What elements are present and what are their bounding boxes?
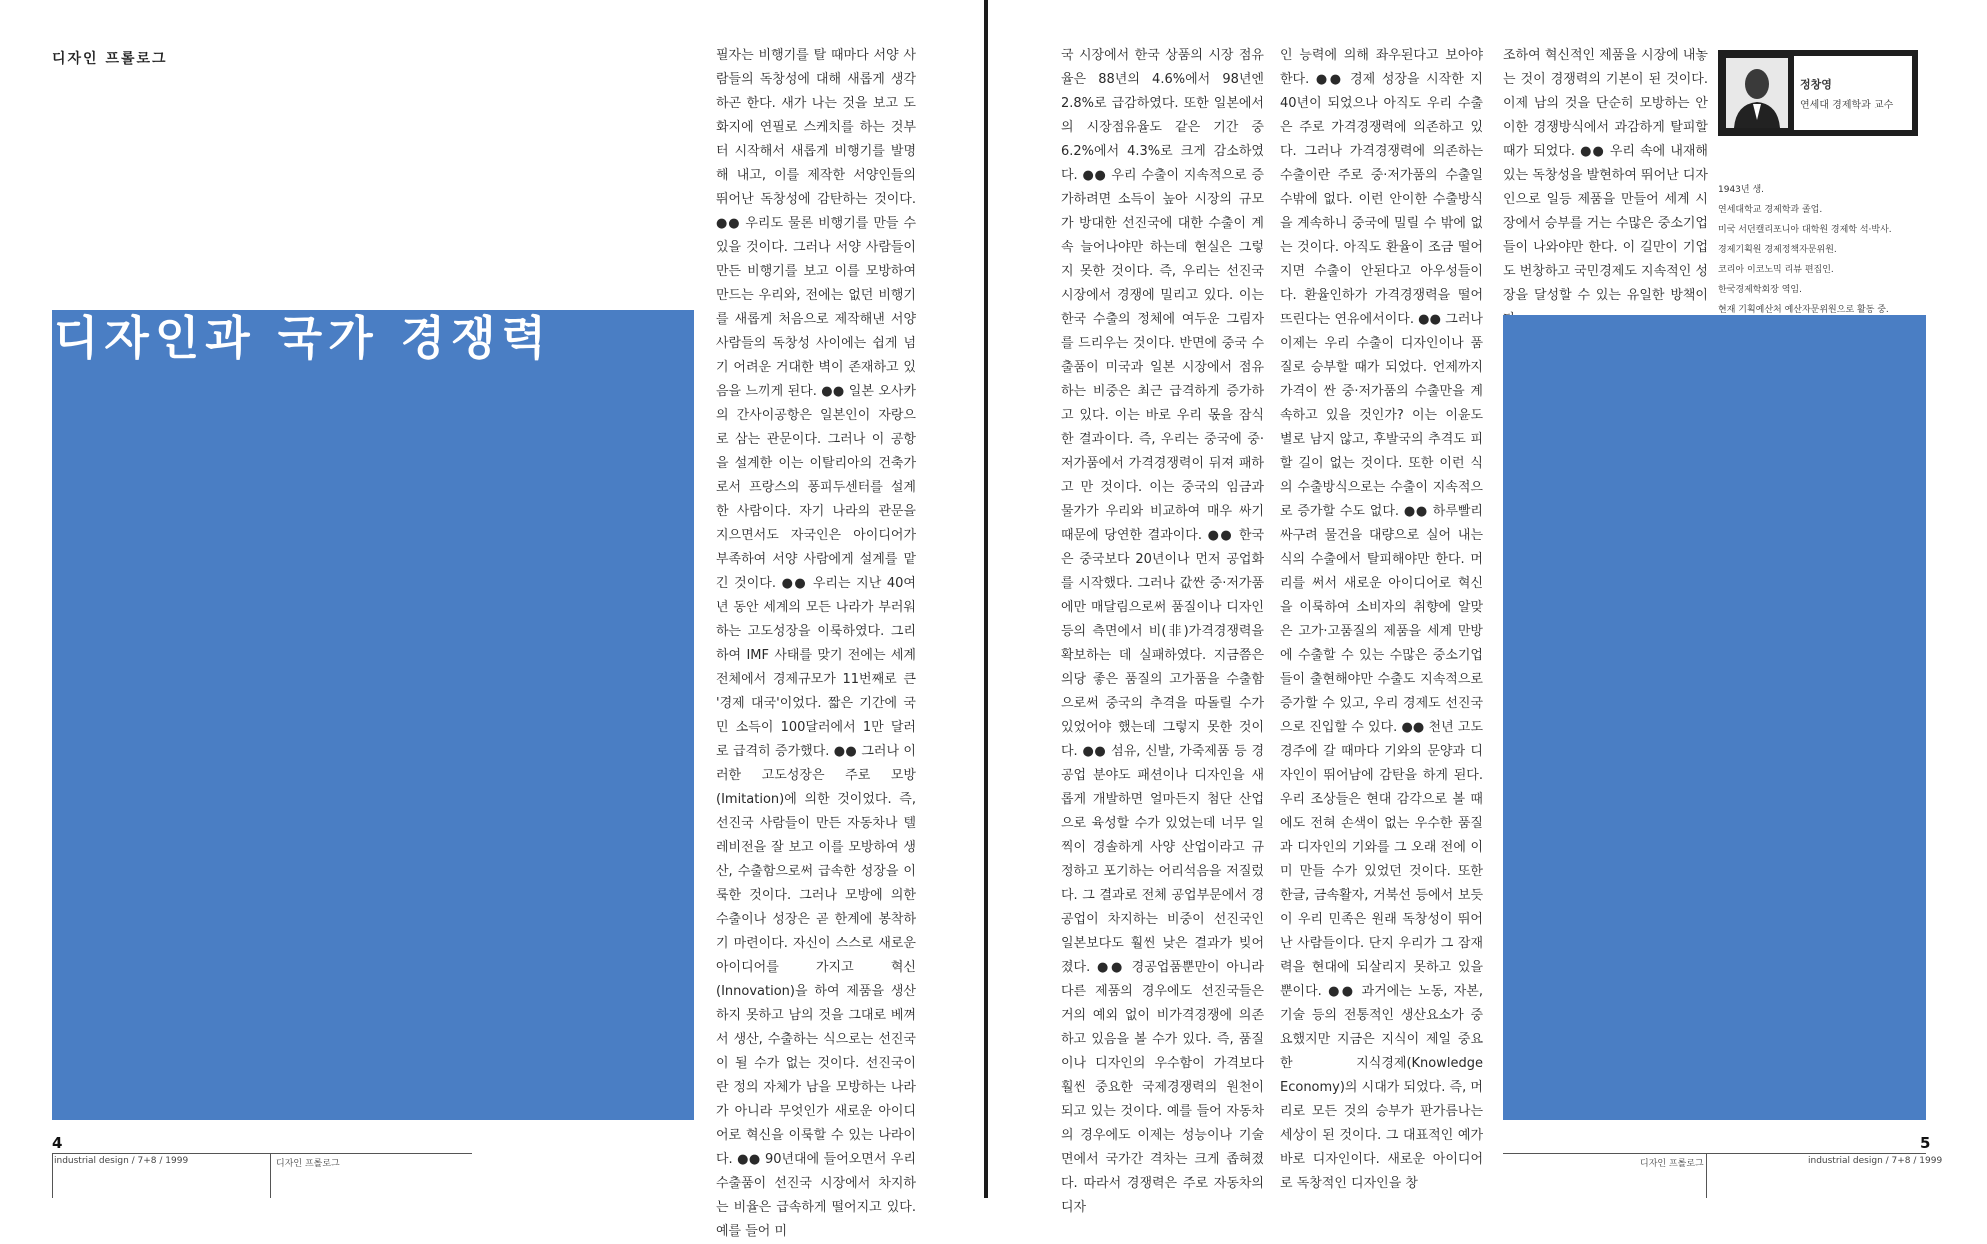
body-column-3	[1280, 44, 1483, 1191]
author-name: 정창영	[1800, 78, 1832, 91]
footer-rule-right	[1503, 1153, 1926, 1154]
body-column-1	[716, 44, 916, 1239]
bio-line: 코리아 이코노믹 리뷰 편집인.	[1718, 265, 1834, 275]
bio-line: 1943년 생.	[1718, 185, 1765, 195]
left-blue-panel	[52, 310, 694, 1120]
author-portrait-icon	[1726, 58, 1788, 128]
section-label: 디자인 프롤로그	[52, 51, 168, 67]
footer-magazine-left: industrial design / 7+8 / 1999	[54, 1156, 189, 1166]
footer-magazine-right: industrial design / 7+8 / 1999	[1808, 1156, 1943, 1166]
footer-section-left: 디자인 프롤로그	[276, 1159, 340, 1169]
body-column-4	[1503, 44, 1708, 314]
bio-line: 한국경제학회장 역임.	[1718, 285, 1802, 295]
body-text-4: 조하여 혁신적인 제품을 시장에 내놓는 것이 경쟁력의 기본이 된 것이다. 이제 남의 것을 단순히 모방하는 안이한 경쟁방식에서 과감하게 탈피할 때가 되었다. ●● 우리 속에 내재해 있는 독창성을 발현하여 뛰어난 디자인으로 일등 제품을 만들어 세계 시장에서 승부를 거는 수많은 중소기업들이 나와야만 한다. 이 길만이 기업도 번창하고 국민경제도 지속적인 성장을 달성할 수 있는 유일한 방책이	[1503, 48, 1708, 303]
author-profile-box	[1718, 50, 1918, 136]
author-card	[1794, 56, 1912, 130]
bio-line: 연세대학교 경제학과 졸업.	[1718, 205, 1823, 215]
article-headline: 디자인과 국가 경쟁력	[54, 311, 552, 365]
author-title: 연세대 경제학과 교수	[1800, 100, 1894, 111]
bio-line: 경제기획원 경제정책자문위원.	[1718, 245, 1837, 255]
bio-line: 현재 기획예산처 예산자문위원으로 활동 중.	[1718, 305, 1889, 315]
footer-rule-left	[52, 1153, 472, 1154]
author-bio	[1718, 180, 1923, 320]
body-text-3: 인 능력에 의해 좌우된다고 보아야 한다. ●● 경제 성장을 시작한 지 40년이 되었으나 아직도 우리 수출은 주로 가격경쟁력에 의존하고 있다. 그러나 가격경쟁력에 의존하는 수출이란 주로 중·저가품의 수출일 수밖에 없다. 이런 안이한 수출방식을 계속하니 중국에 밀릴 수 밖에 없는 것이다. 아직도 환율이 조금 떨어지면 수출이 안된다고 아우성들이다. 환율인하가 가격경쟁력을 떨어뜨린다는 연유에서이다. ●● 그러나 이제는 우리 수출이 디자인이나 품질로 승부할 때가 되었다. 언제까지 가격이 싼 중·저가품의 수출만을 계속하고 있을 것인가? 이는 이윤도 별로 남지 않고, 후발국의 추격도 피할 길이 없는 것이다. 또한 이런 식의 수출방식으로는 수출이 지속적으로 증가할 수도 없다. ●● 하루빨리 싸구려 물건을 대량으로 실어 내는 식의 수출에서 탈피해야만 한다. 머리를 써서 새로운 아이디어로 혁신을 이룩하여 소비자의 취향에 알맞은 고가·고품질의 제품을 세계 만방에 수출할 수 있는 수많은 중소기업들이 출현해야만 수출도 지속적으로 증가할 수 있고, 우리 경제도 선진국으로 진입할 수 있다. ●● 천년 고도 경주에 갈 때마다 기와의 문양과 디자인이 뛰어남에 감탄을 하게 된다. 우리 조상들은 현대 감각으로 볼 때에도 전혀 손색이 없는 우수한 품질과 디자인의 기와를 그 오래 전에 이미 만들 수가 있었던 것이다. 또한 한글, 금속활자, 거북선 등에서 보듯이 우리 민족은 원래 독창성이 뛰어난 사람들이다. 단지 우리가 그 잠재력을 현대에 되살리지 못하고 있을 뿐이다. ●● 과거에는 노동, 자본, 기술 등의 전통적인 생산요소가 중요했지만 지금은 지식이 제일 중요한 지식경제(Knowledge Economy)의 시대가 되었다. 즉, 머리로 모든 것의 승부가 판가름나는 세상이 된 것이다. 그 대표적인 예가 바로 디자인이다. 새로운 아이디어로 독창적인 디자인을 창	[1280, 48, 1483, 1191]
footer-divider	[1706, 1153, 1707, 1198]
body-text-2: 국 시장에서 한국 상품의 시장 점유율은 88년의 4.6%에서 98년엔 2.8%로 급감하였다. 또한 일본에서의 시장점유율도 같은 기간 중 6.2%에서 4.3%로 크게 감소하였다. ●● 우리 수출이 지속적으로 증가하려면 소득이 높아 시장의 규모가 방대한 선진국에 대한 수출이 계속 늘어나야만 하는데 현실은 그렇지 못한 것이다. 즉, 우리는 선진국 시장에서 경쟁에 밀리고 있다. 이는 한국 수출의 정체에 여두운 그림자를 드리우는 것이다. 반면에 중국 수출품이 미국과 일본 시장에서 점유하는 비중은 최근 급격하게 증가하고 있다. 이는 바로 우리 몫을 잠식한 결과이다. 즉, 우리는 중국에 중·저가품에서 가격경쟁력이 뒤져 패하고 만 것이다. 이는 중국의 임금과 물가가 우리와 비교하여 매우 싸기 때문에 당연한 결과이다. ●● 한국은 중국보다 20년이나 먼저 공업화를 시작했다. 그러나 값싼 중·저가품에만 매달림으로써 품질이나 디자인 등의 측면에서 비(非)가격경쟁력을 확보하는 데 실패하였다. 지금쯤은 의당 좋은 품질의 고가품을 수출함으로써 중국의 추격을 따돌릴 수가 있었어야 했는데 그렇지 못한 것이다. ●● 섬유, 신발, 가죽제품 등 경공업 분야도 패션이나 디자인을 새롭게 개발하면 얼마든지 첨단 산업으로 육성할 수가 있었는데 너무 일찍이 경솔하게 사양 산업이라고 규정하고 포기하는 어리석음을 저질렀다. 그 결과로 전체 공업부문에서 경공업이 차지하는 비중이 선진국인 일본보다도 훨씬 낮은 결과가 빚어졌다. ●● 경공업품뿐만이 아니라 다른 제품의 경우에도 선진국들은 거의 예외 없이 비가격경쟁에 의존하고 있음을 볼 수가 있다. 즉, 품질이나 디자인의 우수함이 가격보다 훨씬 중요한 국제경쟁력의 원천이 되고 있는 것이다. 예를 들어 자동차의 경우에도 이제는 성능이나 기술면에서 국가간 격차는 크게 좁혀졌다. 따라서 경쟁력은 주로 자동차의 디자	[1061, 48, 1264, 1215]
page-number-right: 5	[1920, 1134, 1931, 1152]
body-text-1: 필자는 비행기를 탈 때마다 서양 사람들의 독창성에 대해 새롭게 생각하곤 한다. 새가 나는 것을 보고 도화지에 연필로 스케치를 하는 것부터 시작해서 새롭게 비행기를 발명해 내고, 이를 제작한 서양인들의 뛰어난 독창성에 감탄하는 것이다. ●● 우리도 물론 비행기를 만들 수 있을 것이다. 그러나 서양 사람들이 만든 비행기를 보고 이를 모방하여 만드는 우리와, 전에는 없던 비행기를 새롭게 처음으로 제작해낸 서양 사람들의 독창성 사이에는 쉽게 넘기 어려운 거대한 벽이 존재하고 있음을 느끼게 된다. ●● 일본 오사카의 간사이공항은 일본인이 자랑으로 삼는 관문이다. 그러나 이 공항을 설계한 이는 이탈리아의 건축가로서 프랑스의 퐁피두센터를 설계한 사람이다. 자기 나라의 관문을 지으면서도 자국인은 아이디어가 부족하여 서양 사람에게 설계를 맡긴 것이다. ●● 우리는 지난 40여 년 동안 세계의 모든 나라가 부러워하는 고도성장을 이룩하였다. 그리하여 IMF 사태를 맞기 전에는 세계 전체에서 경제규모가 11번째로 큰 '경제 대국'이었다. 짧은 기간에 국민 소득이 100달러에서 1만 달러로 급격히 증가했다. ●● 그러나 이러한 고도성장은 주로 모방(Imitation)에 의한 것이었다. 즉, 선진국 사람들이 만든 자동차나 텔레비전을 잘 보고 이를 모방하여 생산, 수출함으로써 급속한 성장을 이룩한 것이다. 그러나 모방에 의한 수출이나 성장은 곧 한계에 봉착하기 마련이다. 자신이 스스로 새로운 아이디어를 가지고 혁신(Innovation)을 하여 제품을 생산하지 못하고 남의 것을 그대로 베껴서 생산, 수출하는 식으로는 선진국이 될 수가 없는 것이다. 선진국이란 정의 자체가 남을 모방하는 나라가 아니라 무엇인가 새로운 아이디어로 혁신을 이룩할 수 있는 나라이다. ●● 90년대에 들어오면서 우리 수출품이 선진국 시장에서 차지하는 비율은 급속하게 떨어지고 있다. 예를 들어 미	[716, 48, 916, 1239]
footer-section-right: 디자인 프롤로그	[1640, 1159, 1704, 1169]
footer-divider	[52, 1153, 53, 1198]
footer-divider	[270, 1153, 271, 1198]
left-page	[0, 0, 984, 1239]
body-column-2	[1061, 44, 1264, 1215]
bio-line: 미국 서던캘리포니아 대학원 경제학 석·박사.	[1718, 225, 1892, 235]
page-number-left: 4	[52, 1134, 63, 1152]
right-blue-panel	[1503, 315, 1926, 1120]
author-photo	[1726, 58, 1788, 128]
